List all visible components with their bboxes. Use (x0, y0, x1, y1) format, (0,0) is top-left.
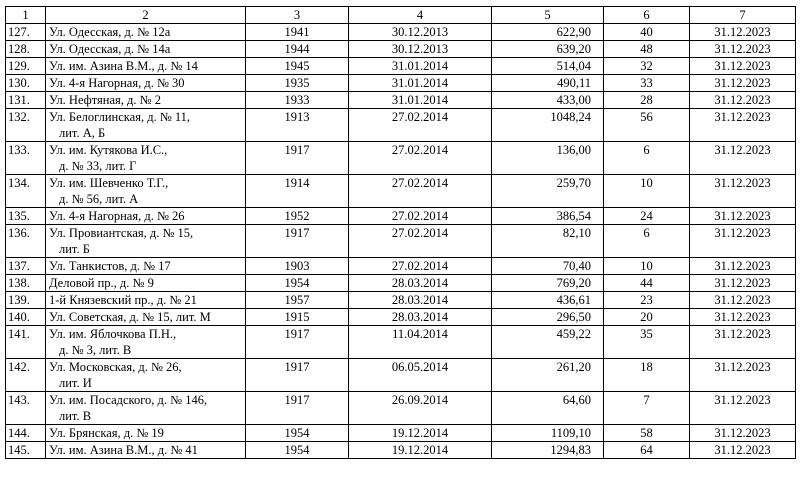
table-row (6, 58, 796, 75)
address-cell (46, 208, 246, 225)
date-cell: 19.12.2014 (349, 425, 492, 442)
address-line: Ул. Советская, д. № 15, лит. М (49, 310, 211, 324)
row-number-cell: 127. (6, 24, 46, 41)
count-cell: 40 (604, 24, 690, 41)
address-cell (46, 92, 246, 109)
deadline-cell: 31.12.2023 (690, 142, 796, 175)
row-number-cell: 144. (6, 425, 46, 442)
address-line: лит. Б (59, 242, 90, 256)
year-cell: 1935 (246, 75, 349, 92)
count-cell: 18 (604, 359, 690, 392)
count-cell: 56 (604, 109, 690, 142)
address-cell (46, 292, 246, 309)
count-cell: 24 (604, 208, 690, 225)
address-line: Ул. 4-я Нагорная, д. № 30 (49, 76, 185, 90)
table-row (6, 109, 796, 142)
table-row (6, 359, 796, 392)
date-cell: 11.04.2014 (349, 326, 492, 359)
count-cell: 6 (604, 225, 690, 258)
address-cell (46, 258, 246, 275)
address-cell (46, 425, 246, 442)
date-cell: 27.02.2014 (349, 175, 492, 208)
header-cell-4: 4 (349, 7, 492, 24)
area-cell: 622,90 (492, 24, 604, 41)
date-cell: 31.01.2014 (349, 58, 492, 75)
area-cell: 433,00 (492, 92, 604, 109)
date-cell: 31.01.2014 (349, 92, 492, 109)
deadline-cell: 31.12.2023 (690, 109, 796, 142)
date-cell: 27.02.2014 (349, 258, 492, 275)
count-cell: 28 (604, 92, 690, 109)
header-cell-6: 6 (604, 7, 690, 24)
header-cell-3: 3 (246, 7, 349, 24)
table-row (6, 175, 796, 208)
address-cell (46, 309, 246, 326)
date-cell: 06.05.2014 (349, 359, 492, 392)
area-cell: 386,54 (492, 208, 604, 225)
area-cell: 490,11 (492, 75, 604, 92)
date-cell: 28.03.2014 (349, 292, 492, 309)
area-cell: 1109,10 (492, 425, 604, 442)
year-cell: 1917 (246, 142, 349, 175)
area-cell: 64,60 (492, 392, 604, 425)
count-cell: 6 (604, 142, 690, 175)
address-cell (46, 442, 246, 459)
area-cell: 514,04 (492, 58, 604, 75)
deadline-cell: 31.12.2023 (690, 392, 796, 425)
table-row (6, 75, 796, 92)
count-cell: 10 (604, 258, 690, 275)
address-line: Ул. 4-я Нагорная, д. № 26 (49, 209, 185, 223)
year-cell: 1917 (246, 392, 349, 425)
table-row (6, 425, 796, 442)
header-cell-1: 1 (6, 7, 46, 24)
date-cell: 27.02.2014 (349, 225, 492, 258)
table-row (6, 258, 796, 275)
year-cell: 1915 (246, 309, 349, 326)
row-number-cell: 134. (6, 175, 46, 208)
area-cell: 296,50 (492, 309, 604, 326)
row-number-cell: 131. (6, 92, 46, 109)
row-number-cell: 142. (6, 359, 46, 392)
count-cell: 58 (604, 425, 690, 442)
date-cell: 26.09.2014 (349, 392, 492, 425)
table-row (6, 442, 796, 459)
table-row (6, 326, 796, 359)
address-line: Ул. им. Азина В.М., д. № 41 (49, 443, 198, 457)
year-cell: 1914 (246, 175, 349, 208)
year-cell: 1954 (246, 442, 349, 459)
date-cell: 19.12.2014 (349, 442, 492, 459)
address-line: д. № 3, лит. В (59, 343, 132, 357)
count-cell: 7 (604, 392, 690, 425)
deadline-cell: 31.12.2023 (690, 442, 796, 459)
table-row (6, 292, 796, 309)
deadline-cell: 31.12.2023 (690, 208, 796, 225)
count-cell: 23 (604, 292, 690, 309)
row-number-cell: 128. (6, 41, 46, 58)
deadline-cell: 31.12.2023 (690, 41, 796, 58)
address-line: Ул. Белоглинская, д. № 11, (49, 110, 191, 124)
date-cell: 27.02.2014 (349, 142, 492, 175)
count-cell: 48 (604, 41, 690, 58)
row-number-cell: 133. (6, 142, 46, 175)
year-cell: 1954 (246, 425, 349, 442)
address-line: 1-й Князевский пр., д. № 21 (49, 293, 197, 307)
row-number-cell: 139. (6, 292, 46, 309)
year-cell: 1957 (246, 292, 349, 309)
year-cell: 1917 (246, 326, 349, 359)
area-cell: 436,61 (492, 292, 604, 309)
year-cell: 1941 (246, 24, 349, 41)
header-cell-7: 7 (690, 7, 796, 24)
deadline-cell: 31.12.2023 (690, 58, 796, 75)
address-cell (46, 275, 246, 292)
date-cell: 30.12.2013 (349, 41, 492, 58)
address-line: Ул. им. Шевченко Т.Г., (49, 176, 169, 190)
address-line: Ул. им. Яблочкова П.Н., (49, 327, 177, 341)
address-line: д. № 33, лит. Г (59, 159, 137, 173)
count-cell: 33 (604, 75, 690, 92)
area-cell: 261,20 (492, 359, 604, 392)
date-cell: 27.02.2014 (349, 208, 492, 225)
date-cell: 28.03.2014 (349, 275, 492, 292)
address-line: Деловой пр., д. № 9 (49, 276, 154, 290)
table-body (6, 7, 796, 459)
row-number-cell: 136. (6, 225, 46, 258)
area-cell: 1294,83 (492, 442, 604, 459)
row-number-cell: 138. (6, 275, 46, 292)
year-cell: 1903 (246, 258, 349, 275)
year-cell: 1933 (246, 92, 349, 109)
row-number-cell: 145. (6, 442, 46, 459)
deadline-cell: 31.12.2023 (690, 425, 796, 442)
address-cell (46, 24, 246, 41)
year-cell: 1954 (246, 275, 349, 292)
area-cell: 459,22 (492, 326, 604, 359)
table-row (6, 225, 796, 258)
address-line: Ул. им. Кутякова И.С., (49, 143, 168, 157)
address-cell (46, 58, 246, 75)
area-cell: 70,40 (492, 258, 604, 275)
table-row (6, 142, 796, 175)
header-row (6, 7, 796, 24)
header-cell-2: 2 (46, 7, 246, 24)
table-row (6, 309, 796, 326)
deadline-cell: 31.12.2023 (690, 225, 796, 258)
address-line: Ул. Одесская, д. № 14а (49, 42, 171, 56)
year-cell: 1917 (246, 225, 349, 258)
count-cell: 35 (604, 326, 690, 359)
address-cell (46, 175, 246, 208)
address-line: Ул. Московская, д. № 26, (49, 360, 182, 374)
row-number-cell: 135. (6, 208, 46, 225)
address-line: Ул. Одесская, д. № 12а (49, 25, 171, 39)
count-cell: 10 (604, 175, 690, 208)
table-row (6, 392, 796, 425)
year-cell: 1952 (246, 208, 349, 225)
year-cell: 1913 (246, 109, 349, 142)
row-number-cell: 130. (6, 75, 46, 92)
count-cell: 64 (604, 442, 690, 459)
address-line: д. № 56, лит. А (59, 192, 139, 206)
area-cell: 769,20 (492, 275, 604, 292)
area-cell: 259,70 (492, 175, 604, 208)
row-number-cell: 132. (6, 109, 46, 142)
deadline-cell: 31.12.2023 (690, 24, 796, 41)
year-cell: 1944 (246, 41, 349, 58)
table-row (6, 275, 796, 292)
deadline-cell: 31.12.2023 (690, 92, 796, 109)
year-cell: 1917 (246, 359, 349, 392)
address-cell (46, 41, 246, 58)
area-cell: 136,00 (492, 142, 604, 175)
table-row (6, 41, 796, 58)
count-cell: 32 (604, 58, 690, 75)
address-cell (46, 392, 246, 425)
address-line: лит. В (59, 409, 92, 423)
deadline-cell: 31.12.2023 (690, 359, 796, 392)
deadline-cell: 31.12.2023 (690, 75, 796, 92)
count-cell: 44 (604, 275, 690, 292)
address-line: Ул. Нефтяная, д. № 2 (49, 93, 161, 107)
deadline-cell: 31.12.2023 (690, 309, 796, 326)
deadline-cell: 31.12.2023 (690, 292, 796, 309)
area-cell: 82,10 (492, 225, 604, 258)
table-row (6, 208, 796, 225)
deadline-cell: 31.12.2023 (690, 326, 796, 359)
address-line: Ул. Танкистов, д. № 17 (49, 259, 171, 273)
housing-table (5, 6, 796, 459)
address-line: Ул. им. Азина В.М., д. № 14 (49, 59, 198, 73)
table-row (6, 24, 796, 41)
date-cell: 31.01.2014 (349, 75, 492, 92)
date-cell: 27.02.2014 (349, 109, 492, 142)
address-line: Ул. Брянская, д. № 19 (49, 426, 164, 440)
date-cell: 28.03.2014 (349, 309, 492, 326)
date-cell: 30.12.2013 (349, 24, 492, 41)
address-cell (46, 225, 246, 258)
deadline-cell: 31.12.2023 (690, 258, 796, 275)
area-cell: 1048,24 (492, 109, 604, 142)
address-cell (46, 326, 246, 359)
address-cell (46, 109, 246, 142)
row-number-cell: 141. (6, 326, 46, 359)
row-number-cell: 137. (6, 258, 46, 275)
address-cell (46, 75, 246, 92)
table-row (6, 92, 796, 109)
address-line: лит. И (59, 376, 92, 390)
address-cell (46, 142, 246, 175)
address-line: Ул. Провиантская, д. № 15, (49, 226, 194, 240)
address-cell (46, 359, 246, 392)
row-number-cell: 143. (6, 392, 46, 425)
area-cell: 639,20 (492, 41, 604, 58)
row-number-cell: 140. (6, 309, 46, 326)
deadline-cell: 31.12.2023 (690, 275, 796, 292)
deadline-cell: 31.12.2023 (690, 175, 796, 208)
row-number-cell: 129. (6, 58, 46, 75)
address-line: Ул. им. Посадского, д. № 146, (49, 393, 208, 407)
year-cell: 1945 (246, 58, 349, 75)
count-cell: 20 (604, 309, 690, 326)
address-line: лит. А, Б (59, 126, 106, 140)
header-cell-5: 5 (492, 7, 604, 24)
